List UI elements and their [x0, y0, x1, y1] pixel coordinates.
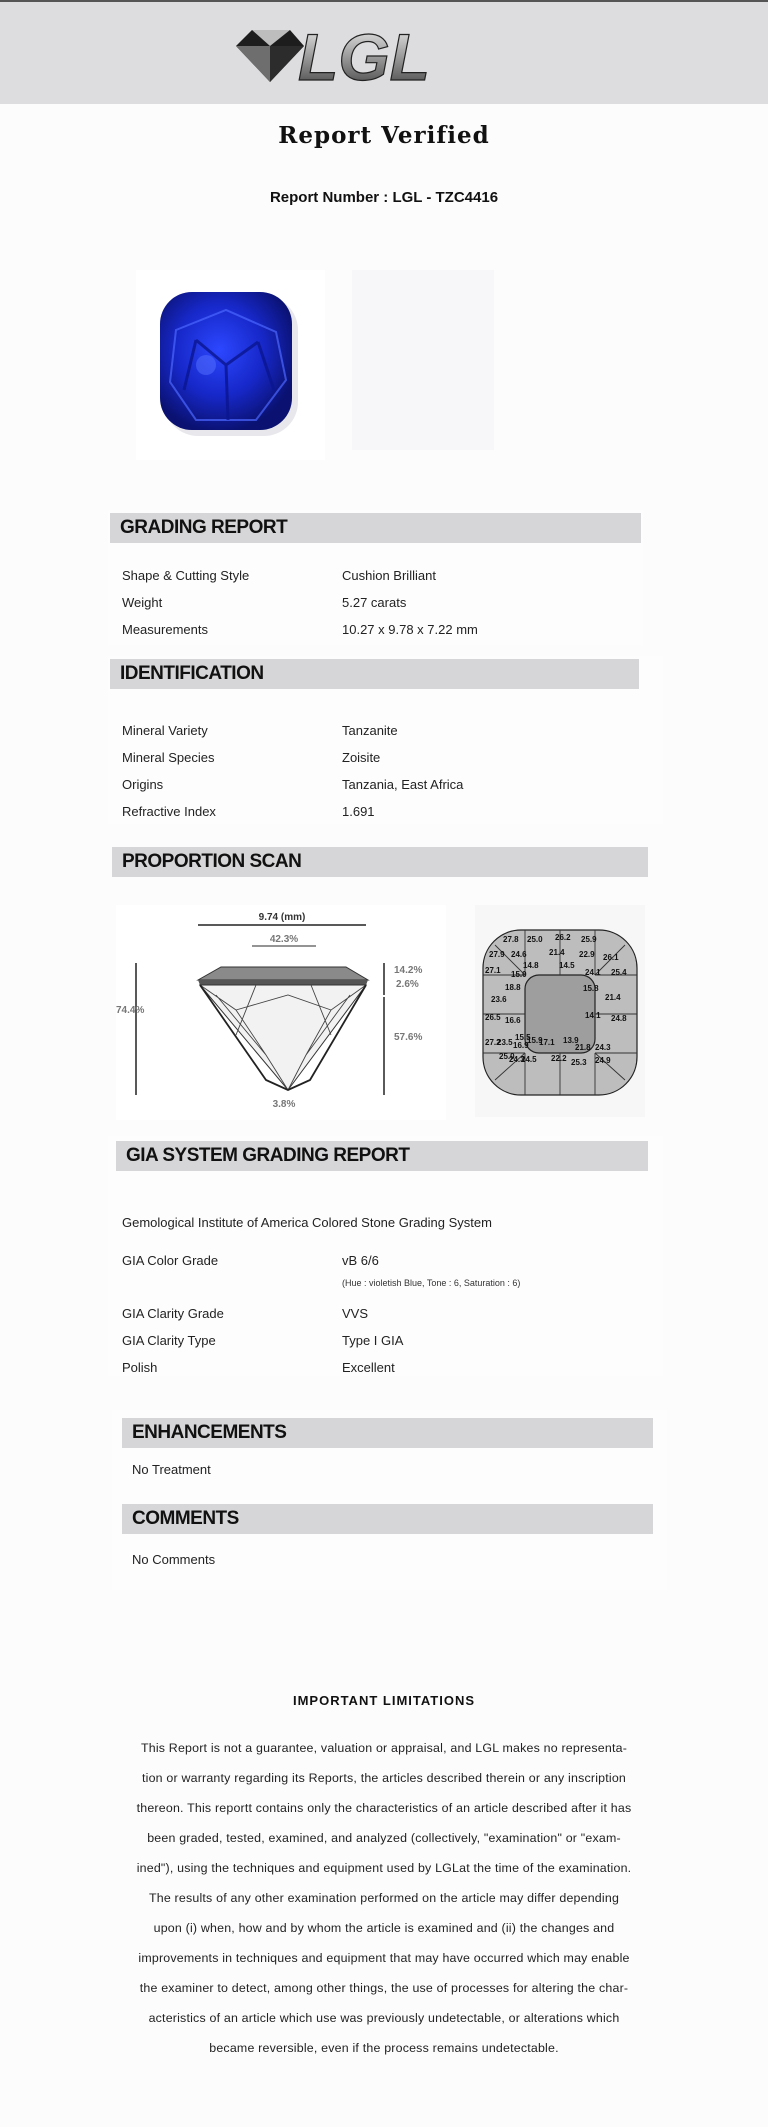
weight-label: Weight [122, 595, 163, 610]
limitations-line: been graded, tested, examined, and analyzed (collectively, "examination" or "exam- [147, 1831, 621, 1845]
table-label: 42.3% [269, 934, 299, 945]
facet-value-label: 23.5 [497, 1038, 513, 1047]
facet-value-label: 25.4 [611, 968, 627, 977]
shape-label: Shape & Cutting Style [122, 568, 250, 583]
mineral-species-value: Zoisite [342, 750, 381, 765]
limitations-line: improvements in techniques and equipment that may have occurred which may enable [138, 1951, 630, 1965]
lgl-logo [232, 16, 492, 94]
gia-clarity-grade-label: GIA Clarity Grade [122, 1306, 224, 1321]
gia-clarity-type-value: Type I GIA [342, 1333, 404, 1348]
limitations-line: ined"), using the techniques and equipment used by LGLat the time of the examination. [136, 1861, 632, 1875]
limitations-line: The results of any other examination performed on the article may differ depending [148, 1891, 620, 1905]
polish-value: Excellent [342, 1360, 395, 1375]
facet-value-label: 14.8 [523, 961, 539, 970]
limitations-title: IMPORTANT LIMITATIONS [292, 1693, 476, 1708]
facet-value-label: 27.8 [503, 935, 519, 944]
facet-value-label: 17.1 [539, 1038, 555, 1047]
gia-intro-text: Gemological Institute of America Colored Stone Grading System [122, 1215, 492, 1230]
page-title: Report Verified [278, 122, 490, 149]
facet-value-label: 27.2 [485, 1038, 501, 1047]
refractive-index-value: 1.691 [342, 804, 375, 819]
facet-value-label: 26.5 [485, 1013, 501, 1022]
pavilion-label: 57.6% [394, 1032, 423, 1043]
facet-value-label: 26.2 [555, 933, 571, 942]
facet-value-label: 15.9 [527, 1036, 543, 1045]
facet-value-label: 21.8 [575, 1043, 591, 1052]
gia-color-grade-note: (Hue : violetish Blue, Tone : 6, Saturation : 6) [342, 1278, 521, 1288]
facet-value-label: 15.8 [583, 984, 599, 993]
facet-value-label: 15.5 [515, 1033, 531, 1042]
facet-value-label: 21.4 [549, 948, 565, 957]
gia-clarity-grade-value: VVS [342, 1306, 369, 1321]
depth-label: 74.4% [116, 1005, 145, 1016]
facet-value-label: 27.9 [489, 950, 505, 959]
facet-value-label: 16.9 [513, 1041, 529, 1050]
proportion-scan-header: PROPORTION SCAN [112, 847, 648, 877]
limitations-line: thereon. This reportt contains only the characteristics of an article described after it has [136, 1801, 632, 1815]
mineral-species-label: Mineral Species [122, 750, 215, 765]
limitations-line: This Report is not a guarantee, valuation or appraisal, and LGL makes no representa- [140, 1741, 628, 1755]
gia-color-grade-label: GIA Color Grade [122, 1253, 219, 1268]
facet-value-label: 22.9 [579, 950, 595, 959]
limitations-line: the examiner to detect, among other things, the use of processes for altering the char- [139, 1981, 629, 1995]
origins-label: Origins [122, 777, 164, 792]
width-label: 9.74 (mm) [258, 912, 306, 923]
side-profile-diagram [116, 905, 446, 1120]
crown-label: 14.2% [394, 965, 423, 976]
facet-value-label: 24.3 [595, 1043, 611, 1052]
facet-value-label: 21.4 [605, 993, 621, 1002]
identification-header: IDENTIFICATION [110, 659, 639, 689]
comments-header: COMMENTS [122, 1504, 653, 1534]
facet-value-label: 24.5 [521, 1055, 537, 1064]
gia-clarity-type-label: GIA Clarity Type [122, 1333, 216, 1348]
facet-value-label: 22.2 [551, 1054, 567, 1063]
top-banner [0, 0, 768, 104]
gia-color-grade-value: vB 6/6 [342, 1253, 379, 1268]
svg-text:LGL: LGL [298, 20, 430, 94]
gem-photo [136, 270, 325, 460]
facet-value-label: 25.0 [527, 935, 543, 944]
facet-value-label: 16.6 [505, 1016, 521, 1025]
mineral-variety-value: Tanzanite [342, 723, 398, 738]
limitations-line: tion or warranty regarding its Reports, the articles described therein or any inscription [141, 1771, 627, 1785]
measurements-label: Measurements [122, 622, 208, 637]
facet-value-label: 24.1 [585, 968, 601, 977]
girdle-label: 2.6% [396, 979, 419, 990]
facet-value-label: 27.1 [485, 966, 501, 975]
limitations-body [110, 1733, 658, 2063]
polish-label: Polish [122, 1360, 158, 1375]
top-view-diagram [475, 905, 645, 1117]
weight-value: 5.27 carats [342, 595, 407, 610]
facet-value-label: 13.9 [563, 1036, 579, 1045]
facet-value-label: 25.3 [571, 1058, 587, 1067]
culet-label: 3.8% [272, 1099, 296, 1110]
grading-report-header: GRADING REPORT [110, 513, 641, 543]
origins-value: Tanzania, East Africa [342, 777, 464, 792]
facet-value-label: 23.6 [491, 995, 507, 1004]
facet-value-label: 24.6 [511, 950, 527, 959]
facet-value-label: 25.0 [499, 1052, 515, 1061]
measurements-value: 10.27 x 9.78 x 7.22 mm [342, 622, 478, 637]
mineral-variety-label: Mineral Variety [122, 723, 208, 738]
facet-value-label: 15.0 [511, 970, 527, 979]
limitations-line: upon (i) when, how and by whom the article is examined and (ii) the changes and [153, 1921, 615, 1935]
enhancements-text: No Treatment [132, 1462, 211, 1477]
gia-report-header: GIA SYSTEM GRADING REPORT [116, 1141, 648, 1171]
facet-value-label: 26.1 [603, 953, 619, 962]
limitations-line: became reversible, even if the process remains undetectable. [209, 2041, 559, 2055]
facet-value-label: 18.8 [505, 983, 521, 992]
limitations-line: acteristics of an article which use was previously undetectable, or alterations which [148, 2011, 620, 2025]
comments-text: No Comments [132, 1552, 216, 1567]
facet-value-label: 14.1 [585, 1011, 601, 1020]
secondary-image-placeholder [352, 270, 494, 450]
facet-value-label: 24.9 [595, 1056, 611, 1065]
facet-value-label: 25.9 [581, 935, 597, 944]
facet-value-label: 14.5 [559, 961, 575, 970]
shape-value: Cushion Brilliant [342, 568, 436, 583]
diamond-icon [236, 30, 304, 82]
refractive-index-label: Refractive Index [122, 804, 216, 819]
enhancements-header: ENHANCEMENTS [122, 1418, 653, 1448]
report-number: Report Number : LGL - TZC4416 [269, 189, 499, 206]
facet-value-label: 24.3 [509, 1055, 525, 1064]
facet-value-label: 24.8 [611, 1014, 627, 1023]
